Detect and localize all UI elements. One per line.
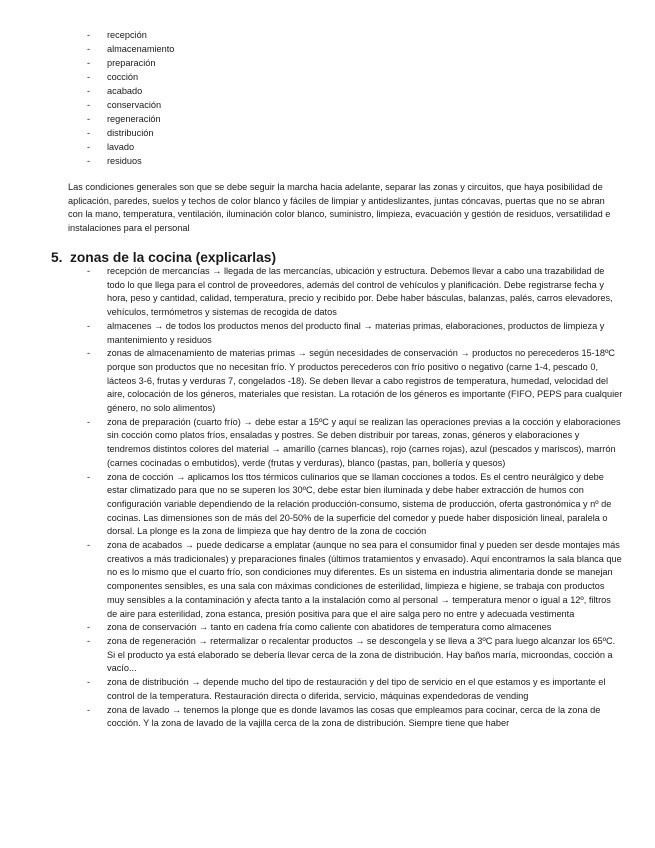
list-item	[87, 84, 387, 98]
bullet-dash: -	[87, 266, 91, 276]
list-item-text: residuos	[107, 156, 142, 166]
zone-item-conservation	[87, 621, 623, 635]
list-item	[87, 140, 387, 154]
zone-item-text: zona de preparación (cuarto frío) → debe estar a 15ºC y aquí se realizan las operaciones previas a la cocción y elaboraciones sin cocción como platos fríos, ensaladas y postres. Se deben distribuir por tareas, zonas, géneros y elaboraciones y tendremos distintos colores del material → amarillo (carnes blancas), rojo (carnes rojas), azul (pescados y mariscos), marrón (carnes cocinadas o embutidos), verde (frutas y verduras), blanco (pastas, pan, bollería y quesos)	[107, 416, 621, 468]
section-title: zonas de la cocina (explicarlas)	[70, 250, 277, 265]
section-number: 5.	[51, 250, 63, 265]
list-item	[87, 56, 387, 70]
kitchen-zones-list	[87, 265, 623, 731]
bullet-dash: -	[87, 471, 91, 482]
bullet-dash: -	[87, 30, 91, 40]
list-item	[87, 42, 387, 56]
list-item-text: conservación	[107, 100, 162, 110]
section-heading	[51, 251, 611, 265]
list-item	[87, 70, 387, 84]
zone-item-washing	[87, 704, 623, 731]
list-item-text: preparación	[107, 58, 156, 68]
bullet-dash: -	[87, 540, 91, 551]
bullet-dash: -	[87, 416, 91, 427]
zone-item-text: recepción de mercancías → llegada de las mercancías, ubicación y estructura. Debemos llevar a cabo una trazabilidad de todo lo que llega para el control de proveedores, además del control de vehículos y planificación. Debe registrarse fecha y hora, peso y cantidad, calidad, temperatura, precio y recibido por. Debe haber básculas, balanzas, palés, carros elevadores, vehículos, termómetros y sistemas de recogida de datos	[107, 266, 613, 318]
bullet-dash: -	[87, 142, 91, 152]
bullet-dash: -	[87, 44, 91, 54]
list-item-text: recepción	[107, 30, 147, 40]
list-item	[87, 126, 387, 140]
zone-item-reception	[87, 265, 623, 320]
list-item	[87, 154, 387, 168]
zone-item-text: zona de conservación → tanto en cadena fría como caliente con abatidores de temperatura como almacenes	[107, 622, 552, 633]
list-item	[87, 112, 387, 126]
bullet-dash: -	[87, 622, 91, 633]
zone-item-text: zona de distribución → depende mucho del tipo de restauración y del tipo de servicio en el que estamos y es importante el control de la temperatura. Restauración directa o diferida, servicio, máquinas expendedoras de vending	[107, 677, 606, 701]
bullet-dash: -	[87, 86, 91, 96]
process-stages-list	[87, 28, 387, 168]
zone-item-text: zonas de almacenamiento de materias primas → según necesidades de conservación → productos no perecederos 15-18ºC porque son productos que no necesitan frío. Y productos perecederos con frío positivo o negativo (carne 1-4, pescado 0, lácteos 3-6, frutas y verduras 7, congelados -18). Se deben llevar a cabo registros de temperatura, humedad, velocidad del aire, colocación de los géneros, materiales que resistan. La rotación de los géneros es importante (FIFO, PEPS para cualquier género, no solo alimentos)	[107, 348, 623, 414]
zone-item-distribution	[87, 676, 623, 703]
bullet-dash: -	[87, 677, 91, 688]
list-item-text: acabado	[107, 86, 143, 96]
bullet-dash: -	[87, 100, 91, 110]
zone-item-raw-storage	[87, 347, 623, 416]
bullet-dash: -	[87, 348, 91, 359]
bullet-dash: -	[87, 320, 91, 331]
zone-item-finishing	[87, 539, 623, 621]
zone-item-regeneration	[87, 635, 623, 676]
bullet-dash: -	[87, 72, 91, 82]
bullet-dash: -	[87, 128, 91, 138]
list-item-text: regeneración	[107, 114, 161, 124]
list-item	[87, 98, 387, 112]
bullet-dash: -	[87, 704, 91, 715]
bullet-dash: -	[87, 58, 91, 68]
zone-item-cooking	[87, 471, 623, 540]
list-item-text: lavado	[107, 142, 135, 152]
zone-item-text: zona de acabados → puede dedicarse a emplatar (aunque no sea para el consumidor final y pueden ser desde montajes más creativos a más tradicionales) y preparaciones finales (últimos tratamientos y envasado). Aquí encontramos la sala blanca que no es lo mismo que el cuarto frío, son condiciones muy diferentes. Es un sistema en industria alimentaria donde se manejan componentes sensibles, es una sala con máximas condiciones de esterilidad, limpieza e higiene, se trabaja con productos muy sensibles a la contaminación y afecta tanto a la instalación como al personal → temperatura menor o igual a 12º, filtros de aire para esterilidad, zona estanca, presión positiva para que el aire salga pero no entre y adecuada vestimenta	[107, 540, 622, 619]
general-conditions-paragraph: Las condiciones generales son que se debe seguir la marcha hacia adelante, separar las zonas y circuitos, que haya posibilidad de aplicación, paredes, suelos y techos de color blanco y fáciles de limpiar y antideslizantes, juntas cóncavas, puertas que no se abran con la mano, temperatura, ventilación, iluminación color blanco, suministro, limpieza, evacuación y gestión de residuos, versatilidad e instalaciones para el personal	[68, 182, 611, 234]
zone-item-preparation	[87, 416, 623, 471]
zone-item-text: almacenes → de todos los productos menos del producto final → materias primas, elaboraciones, productos de limpieza y mantenimiento y residuos	[107, 320, 605, 345]
zone-item-text: zona de regeneración → retermalizar o recalentar productos → se descongela y se lleva a 3ºC para luego alcanzar los 65ºC. Si el producto ya está elaborado se debería llevar cerca de la zona de distribución. Hay baños maría, microondas, cocción a vacío...	[107, 635, 616, 674]
bullet-dash: -	[87, 156, 91, 166]
bullet-dash: -	[87, 635, 91, 646]
list-item-text: almacenamiento	[107, 44, 175, 54]
zone-item-warehouses	[87, 320, 623, 347]
zone-item-text: zona de lavado → tenemos la plonge que es donde lavamos las cosas que empleamos para cocinar, cerca de la zona de cocción. Y la zona de lavado de la vajilla cerca de la zona de distribución. Siempre tiene que haber	[107, 704, 601, 729]
list-item-text: cocción	[107, 72, 139, 82]
bullet-dash: -	[87, 114, 91, 124]
list-item	[87, 28, 387, 42]
list-item-text: distribución	[107, 128, 154, 138]
zone-item-text: zona de cocción → aplicamos los ttos térmicos culinarios que se llaman cocciones a todos. Es el centro neurálgico y debe estar climatizado para que no se superen los 30ºC, debe estar bien iluminada y debe haber extracción de humos con configuración variable dependiendo de la relación producción-consumo, sistema de producción, oferta gastronómica y nº de cocinas. Las dimensiones son de más del 20-50% de la superficie del comedor y puede haber disposición lineal, paralela o dorsal. La plonge es la zona de limpieza que hay dentro de la zona de cocción	[107, 471, 612, 537]
